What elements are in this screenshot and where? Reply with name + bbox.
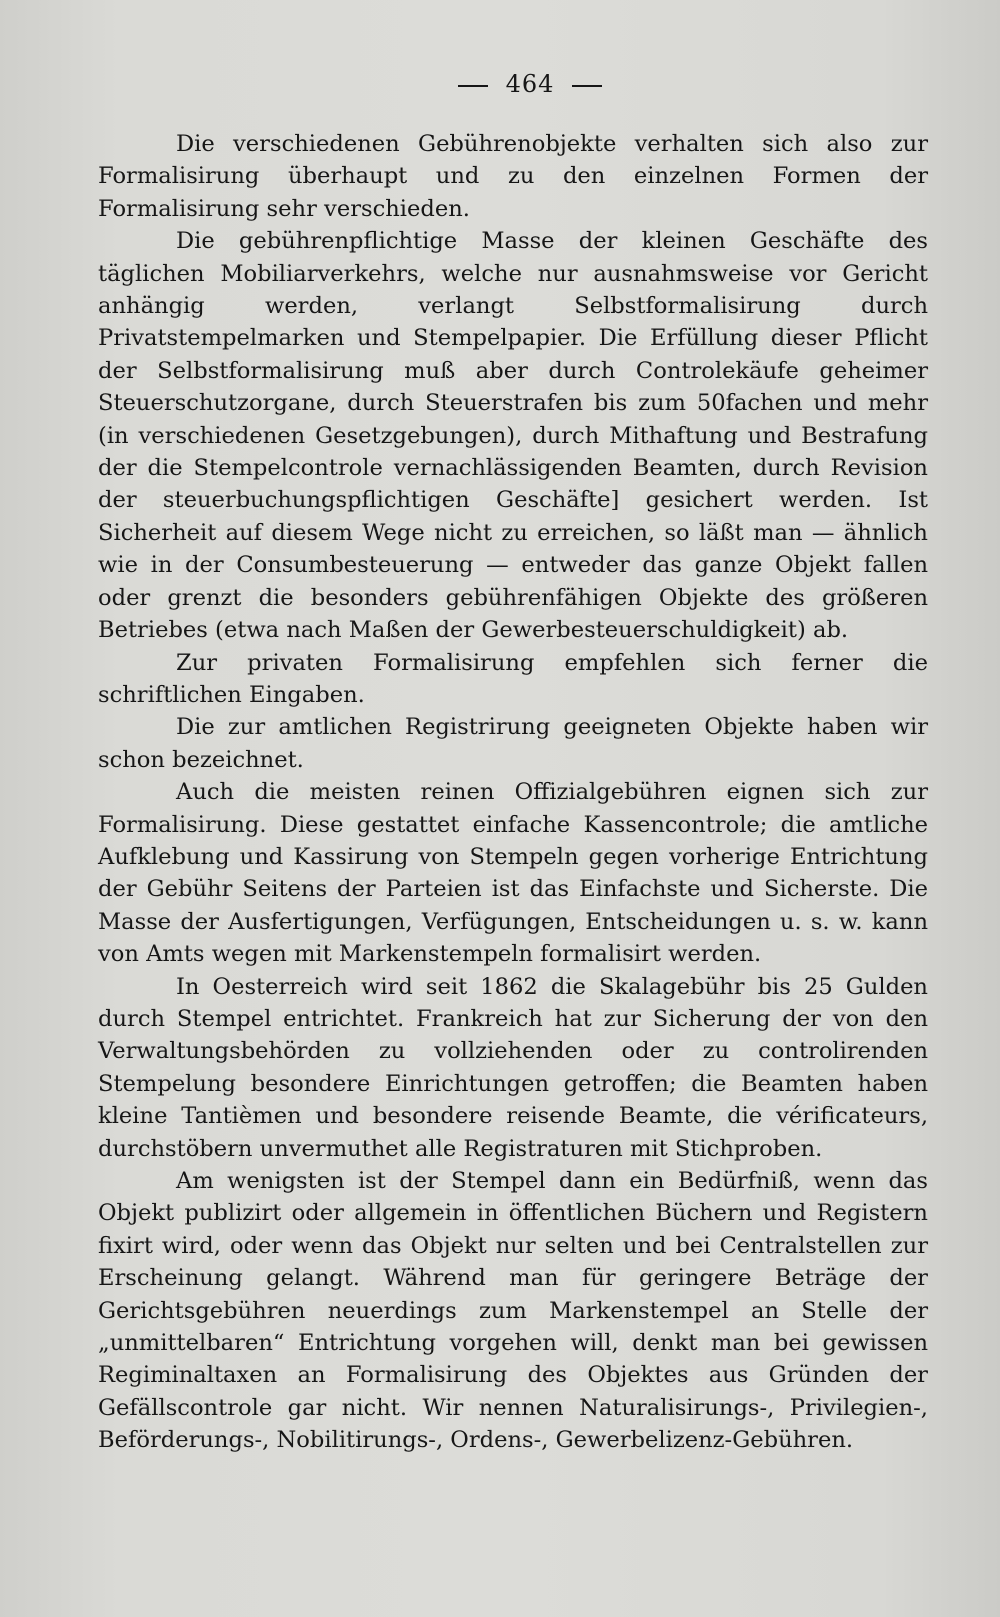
paragraph: Die verschiedenen Gebührenobjekte verhalten sich also zur Formalisirung überhaupt und zu den einzelnen Formen der Formalisirung sehr verschieden. [98, 131, 928, 222]
paragraph: Am wenigsten ist der Stempel dann ein Bedürfniß, wenn das Objekt publizirt oder allgemein in öffentlichen Büchern und Registern fixirt wird, oder wenn das Objekt nur selten und bei Centralstellen zur Erscheinung gelangt. Während man für geringere Beträge der Gerichtsgebühren neuerdings zum Markenstempel an Stelle der „unmittelbaren“ Entrichtung vorgehen will, denkt man bei gewissen Regiminaltaxen an Formalisirung des Objektes aus Gründen der Gefällscontrole gar nicht. Wir nennen Naturalisirungs-, Privilegien-, Beförderungs-, Nobilitirungs-, Ordens-, Gewerbelizenz-Gebühren. [98, 1168, 928, 1454]
paragraph: Die zur amtlichen Registrirung geeigneten Objekte haben wir schon bezeichnet. [98, 714, 928, 773]
paragraph: Die gebührenpflichtige Masse der kleinen Geschäfte des täglichen Mobiliarverkehrs, welche nur ausnahmsweise vor Gericht anhängig werden, verlangt Selbstformalisirung durch Privatstempelmarken und Stempelpapier. Die Erfüllung dieser Pflicht der Selbstformalisirung muß aber durch Controlekäufe geheimer Steuerschutzorgane, durch Steuerstrafen bis zum 50fachen und mehr (in verschiedenen Gesetzgebungen), durch Mithaftung und Bestrafung der die Stempelcontrole vernachlässigenden Beamten, durch Revision der steuerbuchungspflichtigen Geschäfte] gesichert werden. Ist Sicherheit auf diesem Wege nicht zu erreichen, so läßt man — ähnlich wie in der Consumbesteuerung — entweder das ganze Objekt fallen oder grenzt die besonders gebührenfähigen Objekte des größeren Betriebes (etwa nach Maßen der Gewerbesteuerschuldigkeit) ab. [98, 228, 928, 644]
page-number-dash-left [458, 85, 488, 87]
body-text [98, 128, 928, 1457]
page-number-dash-right [572, 85, 602, 87]
page-number [0, 70, 1000, 98]
paragraph: Auch die meisten reinen Offizialgebühren eignen sich zur Formalisirung. Diese gestattet einfache Kassencontrole; die amtliche Aufklebung und Kassirung von Stempeln gegen vorherige Entrichtung der Gebühr Seitens der Parteien ist das Einfachste und Sicherste. Die Masse der Ausfertigungen, Verfügungen, Entscheidungen u. s. w. kann von Amts wegen mit Markenstempeln formalisirt werden. [98, 779, 928, 968]
paragraph: In Oesterreich wird seit 1862 die Skalagebühr bis 25 Gulden durch Stempel entrichtet. Frankreich hat zur Sicherung der von den Verwaltungsbehörden zu vollziehenden oder zu controlirenden Stempelung besondere Einrichtungen getroffen; die Beamten haben kleine Tantièmen und besondere reisende Beamte, die vérificateurs, durchstöbern unvermuthet alle Registraturen mit Stichproben. [98, 973, 928, 1162]
page-number-value: 464 [505, 70, 555, 98]
paragraph: Zur privaten Formalisirung empfehlen sich ferner die schriftlichen Eingaben. [98, 649, 928, 708]
